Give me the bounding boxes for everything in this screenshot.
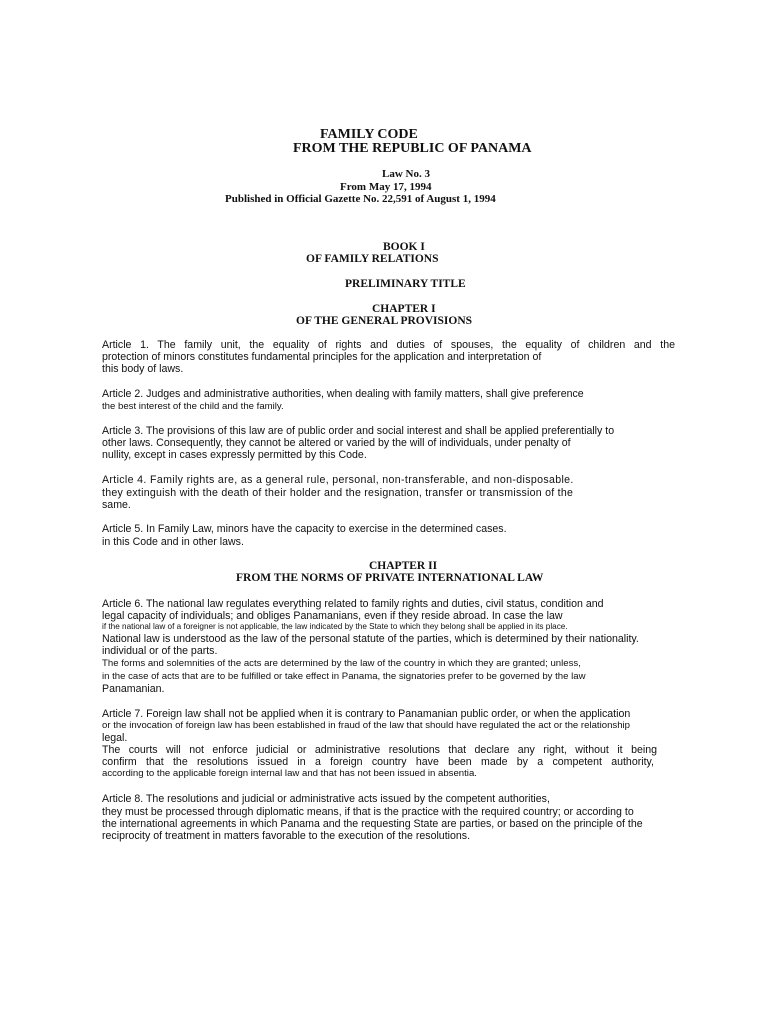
book-label: BOOK I [383,241,425,253]
document-title: FAMILY CODE [320,127,418,142]
article-line: they extinguish with the death of their holder and the resignation, transfer or transmission of the [102,487,574,499]
preliminary-title: PRELIMINARY TITLE [345,278,466,290]
publication-info: Published in Official Gazette No. 22,591 of August 1, 1994 [225,193,496,205]
law-number: Law No. 3 [382,168,430,180]
article-line: Article 7. Foreign law shall not be applied when it is contrary to Panamanian public order, or when the application [102,708,631,720]
article-line: legal capacity of individuals; and obliges Panamanians, even if they reside abroad. In case the law [102,610,563,622]
article-line: in this Code and in other laws. [102,536,244,548]
article-line: this body of laws. [102,363,184,375]
article-line: or the invocation of foreign law has been established in fraud of the law that should have regulated the act or the relationship [102,720,630,731]
chapter-1-name: OF THE GENERAL PROVISIONS [296,315,473,327]
article-line: Article 3. The provisions of this law are of public order and social interest and shall be applied preferentially to [102,425,615,437]
article-line: protection of minors constitutes fundamental principles for the application and interpretation of [102,351,542,363]
article-line: Article 1. The family unit, the equality of rights and duties of spouses, the equality of children and the [102,339,675,351]
article-line: Article 4. Family rights are, as a general rule, personal, non-transferable, and non-disposable. [102,474,574,486]
article-line: Article 5. In Family Law, minors have the capacity to exercise in the determined cases. [102,523,507,535]
article-line: confirm that the resolutions issued in a foreign country have been made by a competent authority, [102,756,654,768]
article-line: Article 8. The resolutions and judicial or administrative acts issued by the competent authorities, [102,793,550,805]
chapter-1-label: CHAPTER I [372,303,436,315]
article-line: according to the applicable foreign internal law and that has not been issued in absentia. [102,768,477,779]
article-line: same. [102,499,131,511]
article-line: reciprocity of treatment in matters favorable to the execution of the resolutions. [102,830,471,842]
article-line: nullity, except in cases expressly permitted by this Code. [102,449,367,461]
book-name: OF FAMILY RELATIONS [306,253,439,265]
article-line: Article 2. Judges and administrative authorities, when dealing with family matters, shall give preference [102,388,584,400]
article-line: The courts will not enforce judicial or administrative resolutions that declare any right, without it being [102,744,657,756]
article-line: if the national law of a foreigner is not applicable, the law indicated by the State to which they belong shall be applied in its place. [102,622,568,631]
article-line: The forms and solemnities of the acts are determined by the law of the country in which they are granted; unless, [102,658,581,669]
article-line: individual or of the parts. [102,645,218,657]
article-line: in the case of acts that are to be fulfilled or take effect in Panama, the signatories prefer to be governed by the law [102,671,586,682]
article-line: they must be processed through diplomatic means, if that is the practice with the required country; or according to [102,806,634,818]
article-line: Panamanian. [102,683,165,695]
article-line: other laws. Consequently, they cannot be altered or varied by the will of individuals, under penalty of [102,437,571,449]
article-line: National law is understood as the law of the personal statute of the parties, which is determined by their nationality. [102,633,639,645]
chapter-2-label: CHAPTER II [369,560,438,572]
law-date: From May 17, 1994 [340,181,432,193]
article-line: the international agreements in which Panama and the requesting State are parties, or based on the principle of the [102,818,643,830]
article-line: the best interest of the child and the family. [102,401,284,412]
article-line: Article 6. The national law regulates everything related to family rights and duties, civil status, condition and [102,598,604,610]
document-subtitle: FROM THE REPUBLIC OF PANAMA [293,141,532,156]
article-line: legal. [102,732,128,744]
chapter-2-name: FROM THE NORMS OF PRIVATE INTERNATIONAL LAW [236,572,544,584]
